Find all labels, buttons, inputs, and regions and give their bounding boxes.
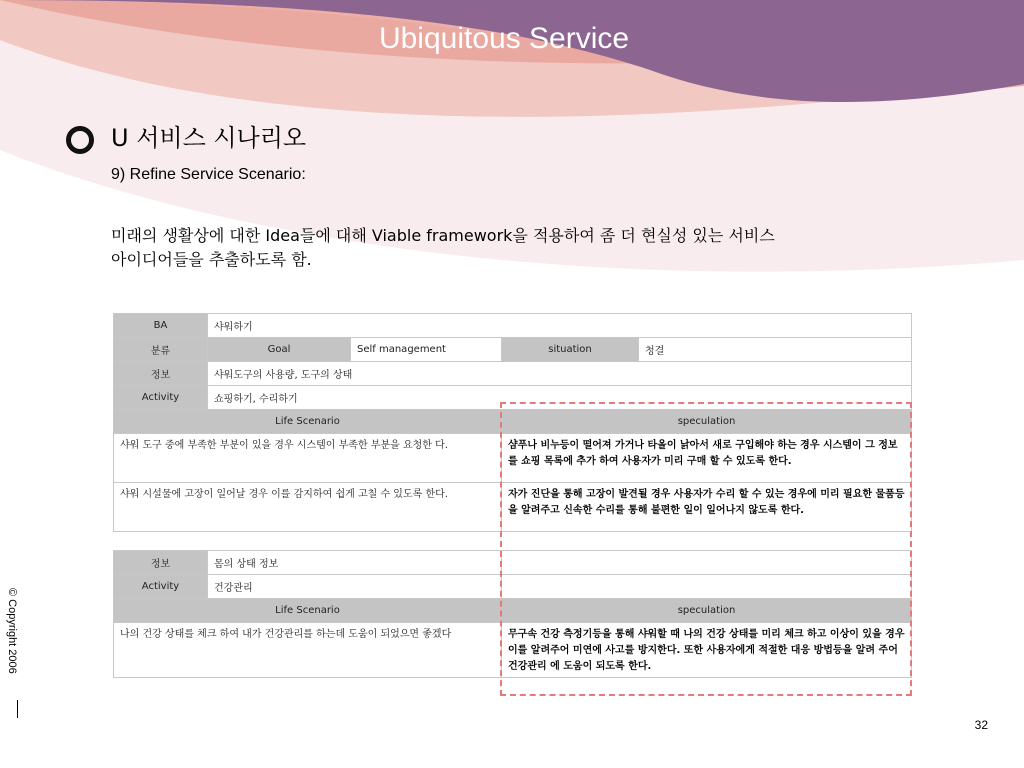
description-paragraph	[111, 224, 941, 272]
speculation-cell: 샴푸나 비누등이 떨어져 가거나 타올이 낡아서 새로 구입해야 하는 경우 시스템이 그 정보를 쇼핑 목록에 추가 하여 사용자가 미리 구매 할 수 있도록 한다.	[502, 434, 912, 483]
paragraph-line: 미래의 생활상에 대한 Idea들에 대해 Viable framework을 적용하여 좀 더 현실성 있는 서비스	[111, 226, 775, 245]
life-scenario-cell: 샤워 도구 중에 부족한 부분이 있을 경우 시스템이 부족한 부분을 요청한 다.	[114, 434, 502, 483]
activity-label: Activity	[114, 575, 208, 599]
speculation-header: speculation	[502, 410, 912, 434]
activity-value: 쇼핑하기, 수리하기	[208, 386, 912, 410]
copyright-text: © Copyright 2006	[6, 588, 18, 674]
subheading: 9) Refine Service Scenario:	[111, 166, 306, 183]
speculation-header: speculation	[502, 599, 912, 623]
paragraph-line: 아이디어들을 추출하도록 함.	[111, 250, 312, 269]
activity-label: Activity	[114, 386, 208, 410]
situation-label: situation	[502, 338, 639, 362]
category-label: 분류	[114, 338, 208, 362]
ba-value: 샤워하기	[208, 314, 912, 338]
life-scenario-header: Life Scenario	[114, 410, 502, 434]
info-value: 몸의 상태 정보	[208, 551, 502, 575]
service-scenario-table	[113, 313, 911, 693]
ring-bullet-icon	[66, 126, 94, 154]
page-number: 32	[974, 718, 988, 732]
slide-title: Ubiquitous Service	[378, 22, 630, 55]
situation-value: 청결	[639, 338, 912, 362]
info-value: 샤워도구의 사용량, 도구의 상태	[208, 362, 912, 386]
table-spacer	[114, 678, 912, 697]
goal-label: Goal	[208, 338, 351, 362]
copyright-vertical	[0, 588, 22, 714]
table-spacer	[114, 532, 912, 551]
life-scenario-header: Life Scenario	[114, 599, 502, 623]
info-label: 정보	[114, 551, 208, 575]
ba-label: BA	[114, 314, 208, 338]
speculation-cell: 무구속 건강 측정기등을 통해 샤워할 때 나의 건강 상태를 미리 체크 하고 이상이 있을 경우 이를 알려주어 미연에 사고를 방지한다. 또한 사용자에게 적절한 대응 방법등을 알려 주어 건강관리 에 도움이 되도록 한다.	[502, 623, 912, 678]
copyright-divider	[17, 700, 18, 718]
empty-cell	[502, 551, 912, 575]
empty-cell	[502, 575, 912, 599]
speculation-cell: 자가 진단을 통해 고장이 발견될 경우 사용자가 수리 할 수 있는 경우에 미리 필요한 물품등을 알려주고 신속한 수리를 통해 불편한 일이 일어나지 않도록 한다.	[502, 483, 912, 532]
section-heading: U 서비스 시나리오	[111, 124, 307, 152]
life-scenario-cell: 샤워 시설물에 고장이 일어날 경우 이를 감지하여 쉽게 고칠 수 있도록 한다.	[114, 483, 502, 532]
life-scenario-cell: 나의 건강 상태를 체크 하여 내가 건강관리를 하는데 도움이 되었으면 좋겠다	[114, 623, 502, 678]
goal-value: Self management	[351, 338, 502, 362]
activity-value: 건강관리	[208, 575, 502, 599]
info-label: 정보	[114, 362, 208, 386]
